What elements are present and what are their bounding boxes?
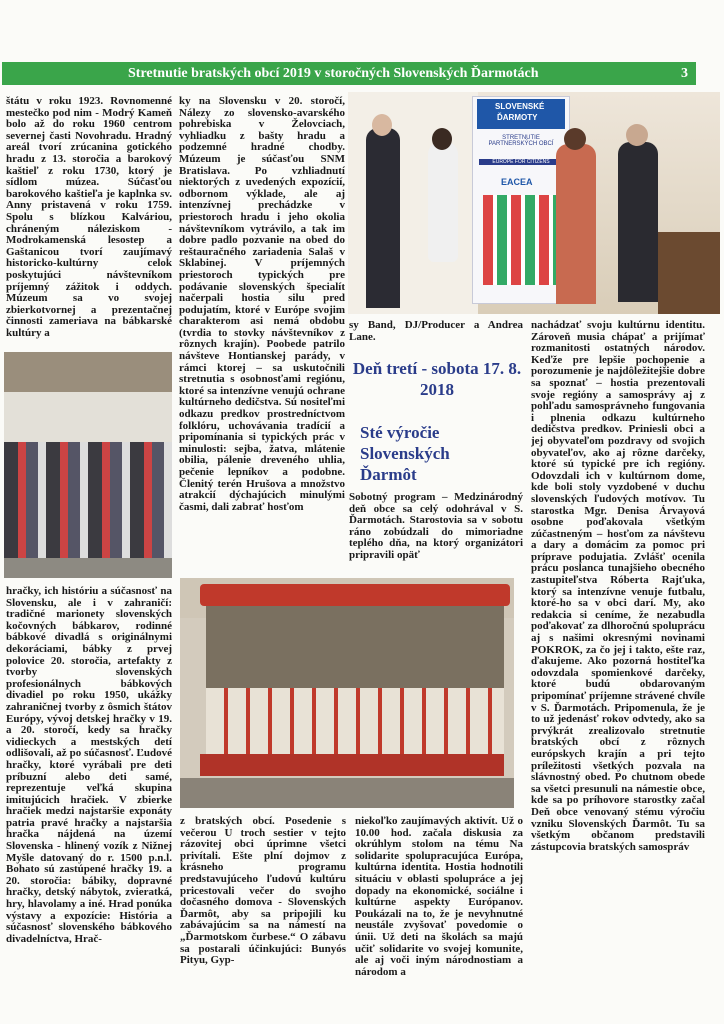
col1-bottom-text: hračky, ich históriu a súčasnosť na Slovensku, ale i v zahraničí: tradičné marionety slovenských kočovných bábkarov, rodinné bábkové divadlá s originálnymi dekoráciami, bábky z prvej polovice 20. storočia, artefakty z tvorby slovenských profesionálnych bábkových divadiel po roku 1950, ukážky zahraničnej tvorby z ôsmich štátov Európy, vývoj detskej hračky v 19. a 20. storočí, kedy sa hračky vidieckych a mestských detí odlišovali, až po súčasnosť. Ľudové hračky, ktoré vyrábali pre deti príbuzní alebo deti samé, reprezentuje veľká skupina imitujúcich hračiek. V zbierke hračiek medzi najstaršie exponáty patria pravé hračky a najstaršia hračka nájdená na území Slovenska - hlinený vozík z Nižnej Myšle datovaný do r. 1500 p.n.l. Bohato sú zastúpené hračky 19. a 20. storočia: bábiky, dopravné hračky, detský nábytok, zvieratká, hry, hlavolamy a iné. Hrad ponúka výstavy a expozície: História a súčasnosť slovenského bábkového divadelníctva, Hrač- — [6, 586, 172, 945]
page-header-banner — [2, 62, 696, 85]
article-col3-mid — [349, 492, 523, 572]
day3-heading: Deň tretí - sobota 17. 8. 2018 — [352, 359, 522, 399]
article-col2-bottom — [180, 816, 346, 1016]
photo-tourist-train — [180, 578, 514, 808]
photo-mayors-with-banner — [348, 92, 720, 314]
page-number: 3 — [681, 66, 688, 81]
col3-mid-text: Sobotný program – Medzinárodný deň obce sa celý odohrával v S. Ďarmotách. Starostovia sa v sobotu ráno zobúdzali do mimoriadne teplého dňa, na ktorý organizátori pripravili opäť — [349, 492, 523, 561]
anniversary-heading: Sté výročie Slovenských Ďarmôt — [360, 423, 450, 484]
banner-line5: EACEA — [501, 177, 533, 187]
article-col4 — [531, 320, 705, 1014]
article-col1-bottom — [6, 586, 172, 1018]
col4-text: nachádzať svoju kultúrnu identitu. Zároveň musia chápať a prijímať rozmanitosti ostatných národov. Keďže pre lepšie pochopenie a porozumenie je najdôležitejšie dobre sa spoznať – hostia prezentovali svoje regióny a samosprávy aj z pohľadu samosprávneho fungovania i plnenia odkazu kultúrneho dedičstva predkov. Priniesli obci a jej obyvateľom pozdravy od svojich obyvateľov, ako aj rôzne darčeky, ktoré sú typické pre ich regióny. Odovzdali ich v kultúrnom dome, kde boli stoly vyzdobené v duchu slovenských ľudových motívov. Tu starostka Mgr. Denisa Árvayová osobne poďakovala všetkým zúčastneným – hosťom za návštevu a dary a domácim za pomoc pri príprave podujatia. Zvlášť ocenila prácu poslanca tunajšieho obecného zastupiteľstva Róberta Rajťuka, ktorý sa intenzívne venuje futbalu, ktoré-ho sa v obci darí. My, ako redakcia si ceníme, že nezabudla poďakovať za dlhoročnú spoluprácu aj s našimi okresnými novinami POKROK, za čo jej i takto, ešte raz, ďakujeme. Ako pozorná hostiteľka odovzdala spomienkové darčeky, ktoré budú obdarovaným pripomínať príjemne strávené chvíle v S. Ďarmotách. Pripomenula, že je to už jedenásť rokov odvtedy, ako sa prvýkrát zrealizovalo stretnutie bratských obcí z rôznych európskych krajín a pri tejto príležitosti všetkých pozvala na slávnostný obed. Po chutnom obede sa všetci presunuli na námestie obce, kde sa po príhovore starostky začal Deň obce venovaný stému výročiu vzniku Slovenských Ďarmôt. Tu sa všetkým občanom predstavili zástupcovia bratských samospráv — [531, 320, 705, 853]
photo-visitors-group — [4, 352, 172, 578]
article-col3-top — [349, 320, 523, 346]
banner-line2: ĎARMOTY — [497, 113, 538, 122]
banner-line4: EUROPE FOR CITIZENS — [479, 159, 563, 165]
article-col1-top — [6, 96, 172, 344]
col3-top-text: sy Band, DJ/Producer a Andrea Lane. — [349, 320, 523, 343]
article-col2-top — [179, 96, 345, 592]
article-col3-bottom — [355, 816, 523, 1016]
banner-line3: STRETNUTIE PARTNERSKÝCH OBCÍ — [488, 135, 554, 147]
col2-bottom-text: z bratských obcí. Posedenie s večerou U troch sestier v tejto rázovitej obci úprimne všetci privítali. Ešte plní dojmov z krásneho programu predstavujúceho ľudovú kultúru pricestovali večer do svojho dočasného domova - Slovenských Ďarmôt, aby sa pripojili ku zabávajúcim sa na námestí na „Ďarmotskom čurbese.“ O zábavu sa postarali účinkujúci: Bunyós Pityu, Gyp- — [180, 816, 346, 967]
banner-line1: SLOVENSKÉ — [495, 102, 545, 111]
col2-top-text: ky na Slovensku v 20. storočí, Nálezy zo slovensko-avarského pohrebiska v Želovciach, vyhliadku z bašty hradu a podzemné hradné chodby. Múzeum je súčasťou SNM Bratislava. Po vzhliadnutí niektorých z uvedených expozícií, odbornom výklade, ale aj intenzívnej prechádzke v priestoroch hradu i jeho okolia návštevníkom vytrávilo, a tak im dobre padlo pozvanie na obed do reštauračného zariadenia Salaš v Sklabinej. V príjemných priestoroch typických pre podávanie slovenských špecialít načerpali hostia silu pred podujatím, ktoré v Európe svojim charakterom asi nemá obdobu (tvrdia to stovky návštevníkov z rôznych krajín). Poobede patrilo návšteve Hontianskej parády, v rámci ktorej – sa uskutočnili stretnutia s osobnosťami regiónu, ktoré sa intenzívne venujú ochrane kultúrneho dedičstva. Sú nositeľmi odkazu predkov prostredníctvom folklóru, uchovávania tradícií a pripomínania si typických prác v minulosti: sejba, žatva, mlátenie obilia, pálenie dreveného uhlia, pečenie lepníkov a podobne. Členitý terén Hrušova a množstvo atrakcií dýchajúcich minulými časmi, dali zabrať hosťom — [179, 96, 345, 513]
col1-top-text: štátu v roku 1923. Rovnomenné mestečko pod nim - Modrý Kameň bolo až do roku 1960 centrom severnej časti Novohradu. Hradný areál tvorí zrúcanina gotického hradu z 13. storočia a barokový kaštieľ z roku 1730, ktorý je sídlom múzea. Súčasťou barokového kaštieľa je kaplnka sv. Anny pristavená v roku 1759. Spolu s blízkou Kalváriou, chráneným náleziskom - Modrokamenská lesostep a Gaštanicou tvorí zaujímavý historicko-kultúrny celok poskytujúci návštevníkom príjemný zážitok i oddych. Múzeum sa vo svojej zbierkotvornej a prezentačnej činnosti zameriava na bábkarské kultúry a — [6, 96, 172, 339]
col3-bottom-text: niekoľko zaujímavých aktivít. Už o 10.00 hod. začala diskusia za okrúhlym stolom na tému Na solidarite spolupracujúca Európa, kultúrna identita. Hostia hodnotili situáciu v oblasti spolupráce a jej dopady na ekonomické, sociálne i kultúrne aspekty Európanov. Poukázali na to, že je nevyhnutné neustále zvyšovať povedomie o únii. Už deti na školách sa majú učiť solidarite vo svojej komunite, ale aj voči iným národnostiam a národom a — [355, 816, 523, 978]
page-header-title: Stretnutie bratských obcí 2019 v storočných Slovenských Ďarmotách — [128, 66, 539, 81]
